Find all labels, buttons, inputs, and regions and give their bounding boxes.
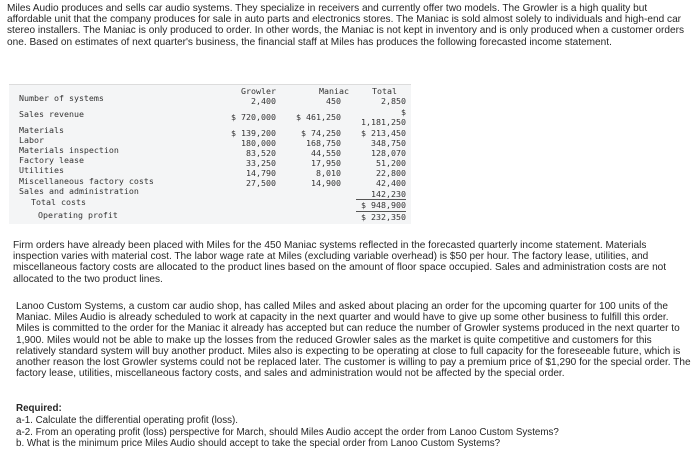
materials-maniac: $ 74,250 [301, 128, 341, 138]
sales-total-symbol: $ [401, 107, 406, 117]
inspection-maniac: 44,550 [311, 148, 341, 158]
sga-label: Sales and administration [19, 186, 139, 196]
operating-profit-total: $ 232,350 [361, 212, 406, 222]
lease-total: 51,200 [376, 158, 406, 168]
context-paragraph: Firm orders have already been placed with Miles for the 450 Maniac systems reflected in the forecasted quarterly income statement. Materials inspection varies with material cost. The labor wage rate at Miles (excluding variable overhead) is $50 per hour. The factory lease, utilities, and miscellaneous factory costs are allocated to the product lines based on the amount of floor space occupied. Sales and administration costs are not allocated to the two product lines. [13, 240, 667, 285]
income-statement-table [9, 84, 411, 224]
labor-label: Labor [19, 135, 44, 145]
units-maniac: 450 [326, 96, 341, 106]
header-total: Total [372, 86, 397, 96]
materials-label: Materials [19, 125, 64, 135]
inspection-growler: 83,520 [246, 148, 276, 158]
utilities-growler: 14,790 [246, 168, 276, 178]
header-maniac: Maniac [319, 86, 349, 96]
required-a2: a-2. From an operating profit (loss) perspective for March, should Miles Audio accept the order from Lanoo Custom Systems? [16, 426, 559, 438]
labor-growler: 180,000 [241, 138, 276, 148]
intro-paragraph: Miles Audio produces and sells car audio systems. They specialize in receivers and currently offer two models. The Growler is a high quality but affordable unit that the company produces for sale in auto parts and electronics stores. The Maniac is sold almost solely to individuals and high-end car stereo installers. The Maniac is only produced to order. In other words, the Maniac is not kept in inventory and is only produced when a customer orders one. Based on estimates of next quarter's business, the financial staff at Miles has produces the following forecasted income statement. [7, 3, 685, 48]
sga-total: 142,230 [371, 189, 406, 199]
required-title: Required: [16, 403, 62, 414]
sales-label: Sales revenue [19, 109, 84, 119]
utilities-label: Utilities [19, 165, 64, 175]
required-b: b. What is the minimum price Miles Audio should accept to take the special order from Lanoo Custom Systems? [16, 438, 501, 450]
sales-total: 1,181,250 [361, 117, 406, 127]
special-order-paragraph: Lanoo Custom Systems, a custom car audio shop, has called Miles and asked about placing an order for the upcoming quarter for 100 units of the Maniac. Miles Audio is already scheduled to work at capacity in the next quarter and would have to give up some other business to fulfill this order. Miles is committed to the order for the Maniac it already has accepted but can reduce the number of Growler systems produced in the next quarter to 1,900. Miles would not be able to make up the losses from the reduced Growler sales as the market is quite competitive and customers for this relatively standard system will buy another product. Miles also is expecting to be operating at close to full capacity for the foreseeable future, which is another reason the lost Growler systems could not be replaced later. The customer is willing to pay a premium price of $1,290 for the special order. The factory lease, utilities, miscellaneous factory costs, and sales and administration would not be affected by the special order. [16, 301, 691, 380]
lease-maniac: 17,950 [311, 158, 341, 168]
inspection-total: 128,070 [371, 148, 406, 158]
labor-maniac: 168,750 [306, 138, 341, 148]
operating-profit-label: Operating profit [38, 210, 118, 220]
materials-growler: $ 139,200 [231, 128, 276, 138]
utilities-maniac: 8,010 [316, 168, 341, 178]
lease-growler: 33,250 [246, 158, 276, 168]
misc-label: Miscellaneous factory costs [19, 176, 154, 186]
utilities-total: 22,800 [376, 168, 406, 178]
inspection-label: Materials inspection [19, 145, 119, 155]
required-section [16, 403, 693, 450]
total-costs-total: $ 948,900 [361, 200, 406, 210]
materials-total: $ 213,450 [361, 128, 406, 138]
units-growler: 2,400 [251, 96, 276, 106]
misc-maniac: 14,900 [311, 178, 341, 188]
sales-maniac: $ 461,250 [296, 112, 341, 122]
header-growler: Growler [241, 86, 276, 96]
units-total: 2,850 [381, 96, 406, 106]
total-costs-label: Total costs [31, 197, 86, 207]
labor-total: 348,750 [371, 138, 406, 148]
misc-total: 42,400 [376, 178, 406, 188]
lease-label: Factory lease [19, 155, 84, 165]
required-a1: a-1. Calculate the differential operating profit (loss). [16, 414, 238, 426]
units-label: Number of systems [19, 93, 104, 103]
misc-growler: 27,500 [246, 178, 276, 188]
sales-growler: $ 720,000 [231, 112, 276, 122]
